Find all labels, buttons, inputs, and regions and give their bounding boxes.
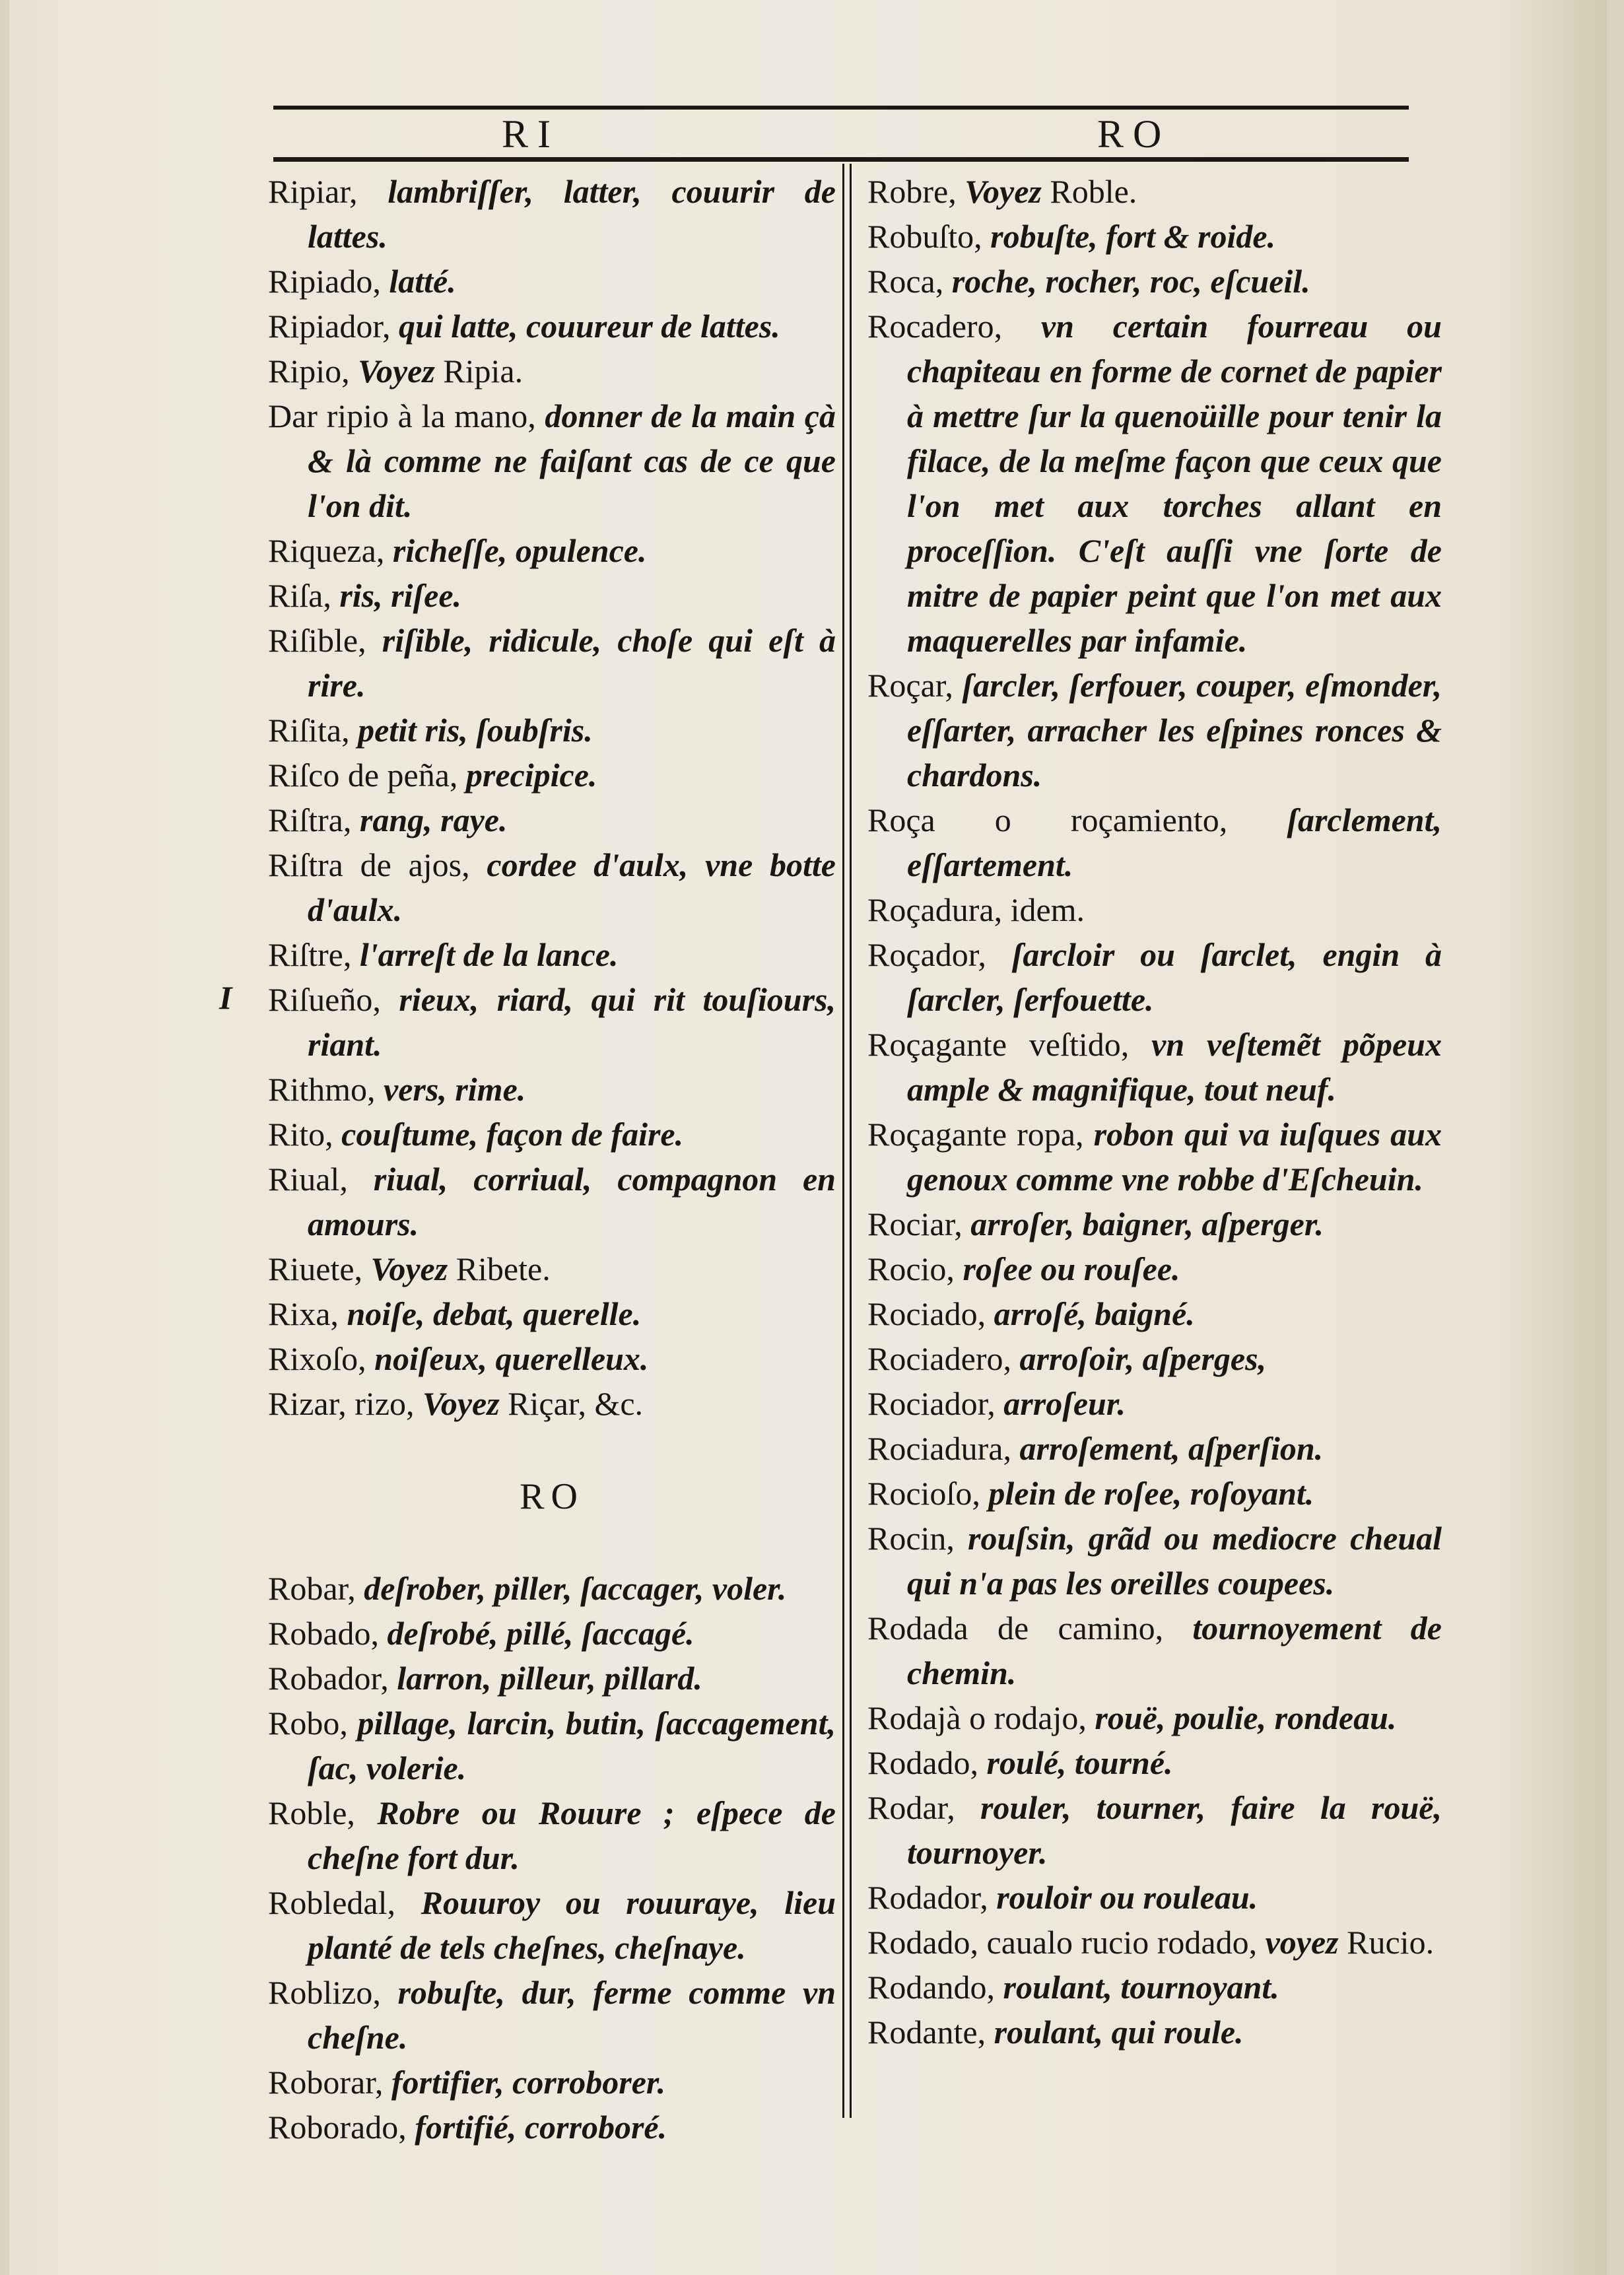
entry-headword: Riſtra, [268,801,352,838]
entry-definition: qui latte, couureur de lattes. [390,308,780,345]
entry-definition: rang, raye. [351,801,508,838]
dictionary-entry [268,842,836,932]
dictionary-entry [867,1740,1442,1785]
entry-definition: richeſſe, opulence. [384,532,647,569]
entry-definition: deſrober, piller, ſaccager, voler. [355,1570,787,1607]
entry-headword: Rodado, [867,1744,979,1781]
entry-headword: Riſible, [268,622,366,659]
entry-headword: Rodando, [867,1969,996,2006]
header-left-label: RI [502,112,560,156]
dictionary-entry [268,1701,836,1790]
dictionary-entry [867,1022,1442,1112]
entry-definition: roſee ou rouſee. [954,1250,1180,1287]
entry-definition: couſtume, façon de faire. [333,1116,684,1153]
entry-headword: Roçar, [867,667,953,704]
entry-definition: robuſte, fort & roide. [982,218,1276,255]
entry-cross-reference: Ripia. [434,353,524,390]
entry-headword: Riſueño, [268,981,381,1018]
entry-definition: roulant, tournoyant. [995,1969,1279,2006]
left-column [268,169,836,2150]
entry-definition: riual, corriual, compagnon en amours. [308,1161,836,1242]
entry-headword: Rociado, [867,1295,986,1332]
entry-headword: Rociador, [867,1385,996,1422]
dictionary-entry [268,169,836,259]
entry-headword: Rodada de camino, [867,1610,1164,1647]
entry-definition: vers, rime. [375,1071,526,1108]
dictionary-entry [268,1291,836,1336]
entry-definition: fortifier, corroborer. [383,2064,666,2101]
dictionary-entry [867,1202,1442,1246]
entry-headword: Rociadura, [867,1430,1011,1467]
entry-headword: Riſtre, [268,936,352,973]
entry-definition: tournoyement de chemin. [907,1610,1442,1691]
header-right-label: RO [1097,112,1171,156]
section-title-ro: RO [520,1476,584,1517]
entry-headword: Robuſto, [867,218,982,255]
dictionary-entry [268,2060,836,2105]
entry-definition: lambriſſer, latter, couurir de lattes. [308,173,836,255]
header-top-rule [273,106,1409,110]
entry-headword: Rociar, [867,1205,963,1242]
entry-definition: ſarcler, ſerfouer, couper, eſmonder, eſſarter, arracher les eſpines ronces & chardons. [907,667,1442,794]
entry-headword: Riual, [268,1161,348,1198]
entry-definition: larron, pilleur, pillard. [388,1660,702,1697]
margin-marker: I [219,979,232,1016]
dictionary-entry [268,618,836,708]
entry-headword: Robador, [268,1660,389,1697]
dictionary-entry [867,1516,1442,1606]
entry-headword: Roborado, [268,2109,407,2146]
entry-headword: Riuete, [268,1250,371,1287]
dictionary-entry [268,1880,836,1970]
entry-definition: cordee d'aulx, vne botte d'aulx. [308,846,836,928]
entry-headword: Robre, [867,173,965,210]
dictionary-entry [867,887,1442,932]
dictionary-entry [268,753,836,798]
entry-definition: Voyez [358,353,435,390]
entry-definition: pillage, larcin, butin, ſaccagement, ſac, volerie. [308,1705,836,1786]
entry-headword: Rodante, [867,2014,986,2051]
entry-definition: noiſe, debat, querelle. [338,1295,642,1332]
entry-headword: Ripiador, [268,308,391,345]
dictionary-entry [268,1656,836,1701]
entry-definition: Rouuroy ou rouuraye, lieu planté de tels cheſnes, cheſnaye. [308,1884,836,1966]
dictionary-entry [867,1336,1442,1381]
entry-headword: Roborar, [268,2064,384,2101]
entry-headword: Rodado, caualo rucio rodado, [867,1924,1266,1961]
entry-headword: Riſita, [268,712,350,749]
dictionary-entry [867,798,1442,887]
entry-definition: latté. [380,263,456,300]
entry-definition: roulé, tourné. [978,1744,1173,1781]
entry-headword: Rithmo, [268,1071,376,1108]
entry-definition: plein de roſee, roſoyant. [980,1475,1314,1512]
entry-definition: rouler, tourner, faire la rouë, tournoyer. [907,1789,1442,1871]
entry-cross-reference: Roble. [1041,173,1137,210]
entry-headword: Robledal, [268,1884,396,1921]
dictionary-entry [867,663,1442,798]
entry-headword: Roçador, [867,936,986,973]
dictionary-entry [268,1566,836,1611]
dictionary-entry [867,1112,1442,1202]
entry-headword: Ripiado, [268,263,381,300]
dictionary-entry [268,259,836,304]
entry-headword: Robar, [268,1570,356,1607]
entry-headword: Rocio, [867,1250,955,1287]
entry-definition: l'arreſt de la lance. [351,936,619,973]
entry-definition: arroſement, aſperſion. [1011,1430,1324,1467]
dictionary-entry [268,1336,836,1381]
dictionary-entry [867,1875,1442,1920]
entry-definition: rouë, poulie, rondeau. [1086,1699,1397,1736]
entry-definition: Voyez [423,1385,500,1422]
entry-headword: Rocin, [867,1520,955,1557]
dictionary-entry [268,932,836,977]
entry-cross-reference: Ribete. [448,1250,551,1287]
dictionary-entry [867,169,1442,214]
header-bottom-rule [273,157,1409,162]
entry-definition: arroſé, baigné. [986,1295,1195,1332]
dictionary-entry [867,1246,1442,1291]
entry-definition: Voyez [370,1250,448,1287]
dictionary-entry [867,304,1442,663]
dictionary-entry [268,349,836,393]
dictionary-entry [867,214,1442,259]
entry-headword: Rito, [268,1116,333,1153]
entry-definition: riſible, ridicule, choſe qui eſt à rire. [308,622,836,704]
entry-definition: precipice. [457,757,597,794]
entry-definition: arroſer, baigner, aſperger. [962,1205,1324,1242]
entry-definition: vn certain fourreau ou chapiteau en forme de cornet de papier à mettre ſur la quenoüille pour tenir la filace, de la meſme façon que ceux que l'on met aux torches allant en proceſſion. C'eſt auſſi vne ſorte de mitre de papier peint que l'on met aux maquerelles par infamie. [907,308,1442,659]
entry-headword: Roble, [268,1794,355,1831]
entry-definition: Robre ou Rouure ; eſpece de cheſne fort dur. [308,1794,836,1876]
entry-cross-reference: Rucio. [1338,1924,1435,1961]
right-column [867,169,1442,2054]
dictionary-entry [268,1246,836,1291]
entry-headword: Ripiar, [268,173,358,210]
entry-headword: Robado, [268,1615,380,1652]
entry-definition: arroſeur. [995,1385,1126,1422]
dictionary-entry [268,528,836,573]
entry-headword: Rodajà o rodajo, [867,1699,1087,1736]
entry-definition: fortifié, corroboré. [406,2109,667,2146]
entry-headword: Robo, [268,1705,348,1742]
dictionary-entry [268,393,836,528]
entry-headword: Rociadero, [867,1340,1011,1377]
entry-definition: arroſoir, aſperges, [1011,1340,1267,1377]
dictionary-entry [867,1965,1442,2010]
entry-headword: Riſco de peña, [268,757,458,794]
entry-headword: Rizar, rizo, [268,1385,423,1422]
entry-headword: Rixoſo, [268,1340,366,1377]
left-entry-list [268,169,836,1426]
entry-headword: Riſa, [268,577,331,614]
entry-headword: Roça o roçamiento, [867,801,1228,838]
entry-headword: Roçadura, idem. [867,891,1085,928]
entry-definition: petit ris, ſoubſris. [349,712,593,749]
entry-cross-reference: Riçar, &c. [499,1385,644,1422]
dictionary-entry [268,1381,836,1426]
entry-definition: noiſeux, querelleux. [366,1340,649,1377]
entry-definition: voyez [1265,1924,1339,1961]
entry-definition: rouſsin, grãd ou mediocre cheual qui n'a pas les oreilles coupees. [907,1520,1442,1602]
entry-definition: donner de la main çà & là comme ne faiſant cas de ce que l'on dit. [308,397,836,524]
entry-headword: Rocioſo, [867,1475,980,1512]
dictionary-entry [867,1381,1442,1426]
right-entry-list [867,169,1442,2054]
entry-definition: robon qui va iuſques aux genoux comme vne robbe d'Eſcheuin. [907,1116,1442,1198]
dictionary-entry [867,259,1442,304]
dictionary-entry [867,1695,1442,1740]
entry-definition: roche, rocher, roc, eſcueil. [943,263,1310,300]
entry-definition: ſarcloir ou ſarclet, engin à ſarcler, ſerfouette. [907,936,1442,1018]
dictionary-entry [867,1785,1442,1875]
dictionary-entry [268,304,836,349]
dictionary-entry [268,708,836,753]
dictionary-entry [268,1970,836,2060]
dictionary-entry [867,1606,1442,1695]
entry-headword: Riſtra de ajos, [268,846,470,883]
entry-headword: Rodar, [867,1789,955,1826]
entry-definition: Voyez [964,173,1042,210]
entry-headword: Rodador, [867,1879,988,1916]
entry-headword: Roçagante veſtido, [867,1026,1130,1063]
entry-headword: Roca, [867,263,944,300]
dictionary-entry [268,977,836,1067]
entry-definition: rouloir ou rouleau. [988,1879,1258,1916]
dictionary-entry [867,1426,1442,1471]
dictionary-entry [867,2010,1442,2054]
dictionary-entry [867,1920,1442,1965]
column-divider [842,164,852,2118]
dictionary-entry [867,932,1442,1022]
entry-headword: Rixa, [268,1295,339,1332]
entry-headword: Ripio, [268,353,358,390]
entry-definition: deſrobé, pillé, ſaccagé. [379,1615,694,1652]
entry-headword: Rocadero, [867,308,1003,345]
dictionary-entry [867,1291,1442,1336]
entry-headword: Riqueza, [268,532,385,569]
dictionary-entry [268,1112,836,1157]
dictionary-entry [268,573,836,618]
entry-headword: Roblizo, [268,1974,381,2011]
dictionary-entry [268,2105,836,2150]
dictionary-entry [268,1790,836,1880]
dictionary-entry [268,1611,836,1656]
dictionary-entry [867,1471,1442,1516]
dictionary-entry [268,1157,836,1246]
entry-definition: robuſte, dur, ferme comme vn cheſne. [308,1974,836,2056]
entry-definition: ſarclement, eſſartement. [907,801,1442,883]
entry-definition: rieux, riard, qui rit touſiours, riant. [308,981,836,1063]
entry-definition: vn veſtemẽt põpeux ample & magnifique, tout neuf. [907,1026,1442,1108]
dictionary-entry [268,798,836,842]
left-entry-list-ro [268,1566,836,2150]
entry-definition: ris, riſee. [331,577,462,614]
entry-headword: Roçagante ropa, [867,1116,1084,1153]
entry-headword: Dar ripio à la mano, [268,397,536,434]
dictionary-entry [268,1067,836,1112]
entry-definition: roulant, qui roule. [986,2014,1244,2051]
dictionary-page [9,0,1607,2275]
